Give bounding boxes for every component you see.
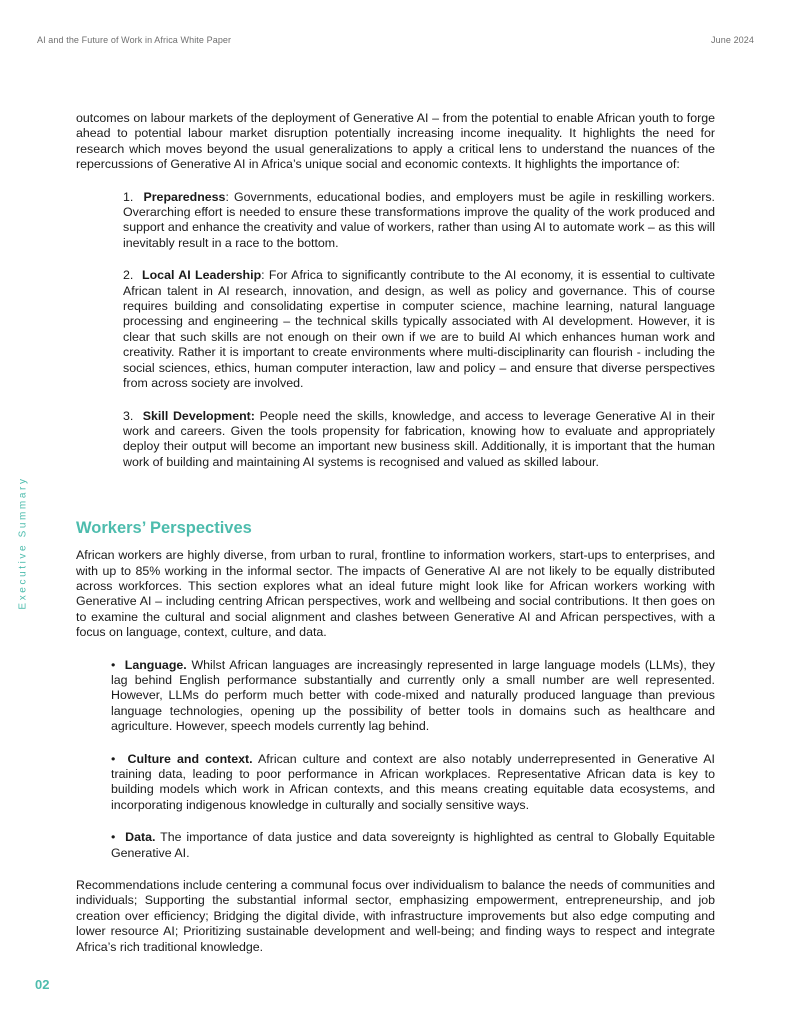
item-text: Whilst African languages are increasingly represented in large language models (LLMs), they lag behind English performance substantially and currently only a small number are well represented. However, LLMs do perform much better with code-mixed and naturally produced language than previous language technologies, opening up the possibility of better tools in domains such as healthcare and agriculture. However, speech models currently lag behind.	[111, 657, 715, 734]
intro-paragraph: outcomes on labour markets of the deployment of Generative AI – from the potential to enable African youth to forge ahead to potential labour market disruption potentially increasing income inequality. It highlights the need for research which moves beyond the usual generalizations to apply a critical lens to understand the nuances of the repercussions of Generative AI in Africa’s unique social and economic contexts. It highlights the importance of:	[76, 111, 715, 172]
importance-item-preparedness	[123, 190, 715, 252]
perspective-list	[111, 658, 715, 861]
item-term: Local AI Leadership	[142, 268, 262, 283]
item-text: The importance of data justice and data sovereignty is highlighted as central to Globally Equitable Generative AI.	[111, 830, 715, 860]
document-date-header: June 2024	[711, 35, 754, 45]
perspective-item-language	[111, 658, 715, 735]
item-text: African culture and context are also notably underrepresented in Generative AI training data, leading to poor performance in African workplaces. Representative African data is key to building models which work in African contexts, and this means creating equitable data ecosystems, and incorporating indigenous knowledge in culturally and socially sensitive ways.	[111, 751, 715, 812]
item-text: : Governments, educational bodies, and employers must be agile in reskilling workers. Overarching effort is needed to ensure these transformations improve the quality of the work produced and support and enhance the creativity and value of workers, rather than using AI to automate work – as this will inevitably result in a race to the bottom.	[123, 189, 715, 250]
item-term: Culture and context.	[127, 751, 253, 766]
item-text: People need the skills, knowledge, and access to leverage Generative AI in their work and careers. Given the tools propensity for fabrication, knowing how to evaluate and appropriately deploy their output will become an important new business skill. Additionally, it is important that the human work of building and maintaining AI systems is recognised and valued as skilled labour.	[123, 408, 716, 469]
workers-paragraph: African workers are highly diverse, from urban to rural, frontline to information workers, start-ups to enterprises, and with up to 85% working in the informal sector. The impacts of Generative AI are not likely to be equally distributed across workforces. This section explores what an ideal future might look like for African workers working with Generative AI – including centring African perspectives, work and wellbeing and social contributions. It then goes on to examine the cultural and social alignment and clashes between Generative AI and African perspectives, with a focus on language, context, culture, and data.	[76, 548, 715, 640]
item-number: 1.	[123, 189, 134, 204]
side-section-label: Executive Summary	[17, 476, 29, 610]
item-term: Language.	[124, 657, 187, 672]
importance-item-skill-development	[123, 409, 715, 471]
importance-list	[123, 190, 715, 471]
perspective-item-data	[111, 830, 715, 861]
recommendations-paragraph: Recommendations include centering a communal focus over individualism to balance the needs of communities and individuals; Supporting the substantial informal sector, emphasizing empowerment, entrepreneurship, and job creation over efficiency; Bridging the digital divide, with infrastructure improvements but also edge computing and lower resource AI; Prioritizing sustainable development and well-being; and finding ways to respect and integrate Africa’s rich traditional knowledge.	[76, 878, 715, 954]
item-term: Data.	[125, 830, 156, 845]
item-term: Preparedness	[143, 189, 226, 204]
item-number: 2.	[123, 268, 134, 283]
item-number: 3.	[123, 408, 134, 423]
perspective-item-culture-context	[111, 752, 715, 814]
bullet-marker: •	[111, 830, 116, 845]
importance-item-local-ai-leadership	[123, 268, 715, 391]
item-term: Skill Development:	[142, 408, 255, 423]
document-title-header: AI and the Future of Work in Africa White Paper	[37, 35, 232, 45]
bullet-marker: •	[111, 657, 116, 672]
page-number: 02	[35, 977, 50, 992]
item-text: : For Africa to significantly contribute to the AI economy, it is essential to cultivate African talent in AI research, innovation, and design, as well as policy and governance. This of course requires building and consolidating expertise in computer science, machine learning, natural language processing and engineering – the technical skills typically associated with AI development. However, it is clear that such skills are not enough on their own if we are to build AI which enhances human work and creativity. Rather it is important to create environments where multi-disciplinarity can flourish - including the social sciences, ethics, human computer interaction, law and policy – and ensure that diverse perspectives from across society are involved.	[123, 268, 716, 391]
bullet-marker: •	[111, 751, 116, 766]
section-heading: Workers’ Perspectives	[76, 519, 252, 538]
page-content	[76, 111, 715, 955]
